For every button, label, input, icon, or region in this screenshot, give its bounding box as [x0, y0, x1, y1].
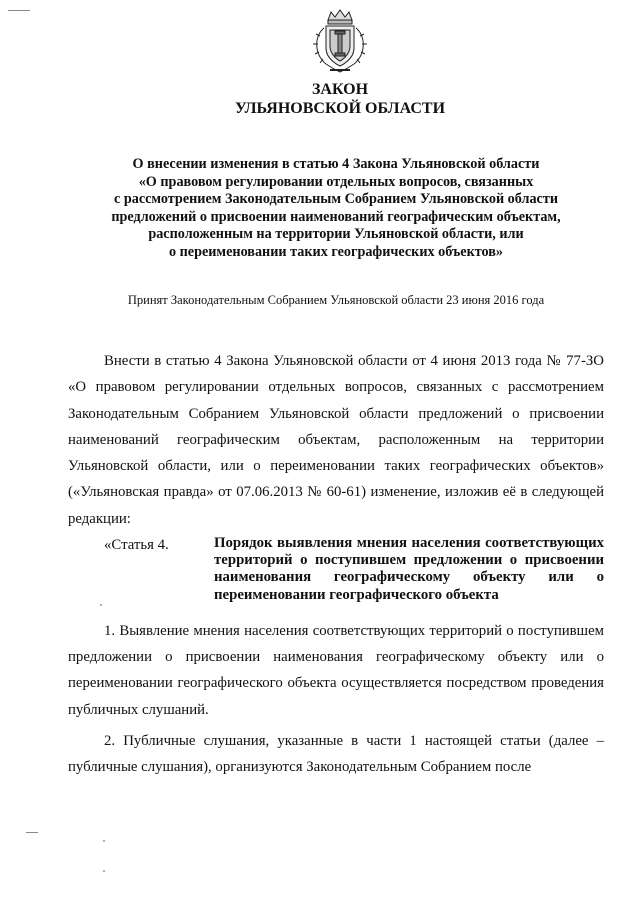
article-number: «Статья 4.	[104, 537, 169, 554]
subject-line: предложений о присвоении наименований географическим объектам,	[111, 208, 561, 225]
scan-mark	[8, 10, 30, 11]
subject-line: «О правовом регулировании отдельных вопросов, связанных	[138, 173, 534, 190]
law-heading-line-1: ЗАКОН	[311, 81, 369, 98]
article-heading	[68, 532, 604, 604]
article-title: Порядок выявления мнения населения соответствующих территорий о поступившем предложении о присвоении наименования географическому объекту или о переименовании географического объекта	[214, 535, 604, 603]
scan-dot	[103, 870, 105, 872]
law-heading-line-2: УЛЬЯНОВСКОЙ ОБЛАСТИ	[234, 100, 446, 117]
paragraph-1: 1. Выявление мнения населения соответствующих территорий о поступившем предложении о присвоении наименования географическому объекту или о переименовании географического объекта осуществляется посредством проведения публичных слушаний.	[68, 622, 604, 718]
scan-mark	[26, 832, 38, 833]
law-heading	[0, 80, 640, 118]
intro-paragraph: Внести в статью 4 Закона Ульяновской области от 4 июня 2013 года № 77-ЗО «О правовом регулировании отдельных вопросов, связанных с рассмотрением Законодательным Собранием Ульяновской области предложений о присвоении наименований географическим объектам, расположенным на территории Ульяновской области, или о переименовании таких географических объектов» («Ульяновская правда» от 07.06.2013 № 60-61) изменение, изложив её в следующей редакции:	[68, 353, 604, 527]
scan-dot	[103, 840, 105, 842]
coat-of-arms-icon	[304, 6, 376, 78]
subject-line: с рассмотрением Законодательным Собранием Ульяновской области	[113, 191, 558, 208]
subject-line: о переименовании таких географических объектов»	[168, 243, 504, 260]
subject-line: О внесении изменения в статью 4 Закона Ульяновской области	[132, 156, 540, 172]
law-subject	[60, 156, 612, 262]
adoption-note: Принят Законодательным Собранием Ульяновской области 23 июня 2016 года	[127, 293, 545, 307]
scan-dot	[100, 604, 102, 606]
paragraph-2: 2. Публичные слушания, указанные в части 1 настоящей статьи (далее – публичные слушания), организуются Законодательным Собранием после	[68, 733, 604, 776]
subject-line: расположенным на территории Ульяновской области, или	[148, 226, 524, 243]
document-body	[68, 348, 604, 781]
